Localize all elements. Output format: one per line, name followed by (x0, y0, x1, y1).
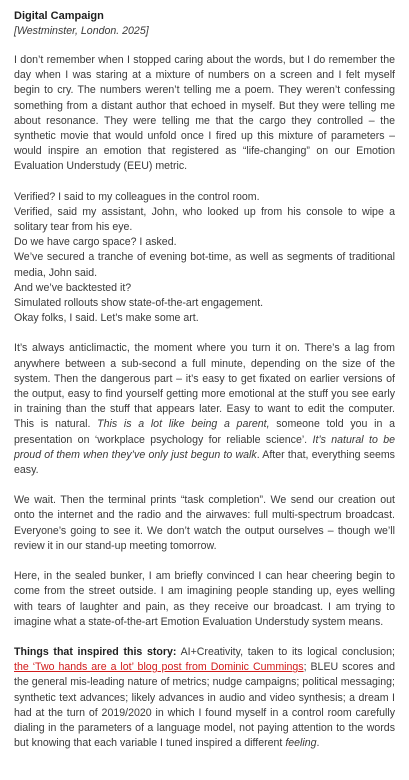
dialogue-block (14, 190, 395, 327)
article-dateline: [Westminster, London. 2025] (14, 25, 149, 37)
paragraph-text: . (316, 737, 320, 750)
dialogue-line: Verified, said my assistant, John, who looked up from his console to wipe a solitary tear from his eye. (14, 205, 395, 234)
dialogue-line: Do we have cargo space? I asked. (14, 236, 177, 249)
paragraph-inspired (14, 645, 395, 751)
italic-quote: It’s natural to be proud of them when they’ve only just begun to walk (14, 433, 395, 461)
article-title: Digital Campaign (14, 10, 104, 22)
dialogue-line: We’ve secured a tranche of evening bot-time, as well as segments of traditional media, John said. (14, 251, 395, 279)
paragraph-text: It’s always anticlimactic, the moment where you turn it on. There’s a lag from anywhere between a sub-second a full minute, depending on the size of the system. Then the dangerous part – it’s easy to get fixated on earlier versions of the output, easy to find yourself getting more emotional at the stuff you see early in training than the stuff that appears later. Easy to want to edit the computer. This is natural. (14, 342, 395, 431)
dialogue-line: Simulated rollouts show state-of-the-art engagement. (14, 297, 264, 310)
paragraph-text: . After that, everything seems easy. (14, 448, 395, 477)
paragraph-text: AI+Creativity, taken to its logical conclusion; (176, 645, 395, 658)
dialogue-line: Okay folks, I said. Let’s make some art. (14, 312, 199, 325)
paragraph-opening: I don’t remember when I stopped caring about the words, but I do remember the day when I was staring at a mixture of numbers on a screen and I felt myself begin to cry. The numbers weren’t telling me a poem. They weren’t confessing something from a distant author that echoed in myself. But they were telling me about resonance. They were telling me that the cargo they controlled – the synthetic movie that would unfold once I fired up this mixture of parameters – would inspire an emotion that registered as “life-changing” on our Emotion Evaluation Understudy (EEU) metric. (14, 54, 395, 173)
paragraph-text: ; BLEU scores and the general mis-leading nature of metrics; nudge campaigns; political messaging; synthetic text advances; likely advances in audio and video synthesis; a dream I had at the turn of 2019/2020 in which I found myself in a control room carefully dialing in the parameters of a language model, not paying attention to the words but knowing that each variable I tuned inspired a different (14, 661, 395, 750)
inspired-label: Things that inspired this story: (14, 645, 177, 658)
paragraph-wait: We wait. Then the terminal prints “task completion”. We send our creation out onto the internet and the radio and the airwaves: full multi-spectrum broadcast. Everyone’s going to see it. We don’t watch the output ourselves – though we’ll review it in our stand-up meeting tomorrow. (14, 494, 395, 552)
dialogue-line: And we’ve backtested it? (14, 281, 132, 294)
blog-post-link[interactable]: the ‘Two hands are a lot’ blog post from Dominic Cummings (14, 661, 304, 674)
italic-word: feeling (285, 737, 317, 750)
dialogue-line: Verified? I said to my colleagues in the control room. (14, 190, 260, 203)
paragraph-text: someone told you in a presentation on ‘workplace psychology for reliable science’. (14, 418, 395, 446)
italic-quote: This is a lot like being a parent, (97, 418, 270, 431)
paragraph-anticlimactic (14, 341, 395, 478)
paragraph-bunker: Here, in the sealed bunker, I am briefly convinced I can hear cheering begin to come from the street outside. I am imagining people standing up, eyes welling with tears of laughter and pain, as they receive our broadcast. I am trying to imagine what a state-of-the-art Emotion Evaluation Understudy system means. (14, 570, 395, 628)
